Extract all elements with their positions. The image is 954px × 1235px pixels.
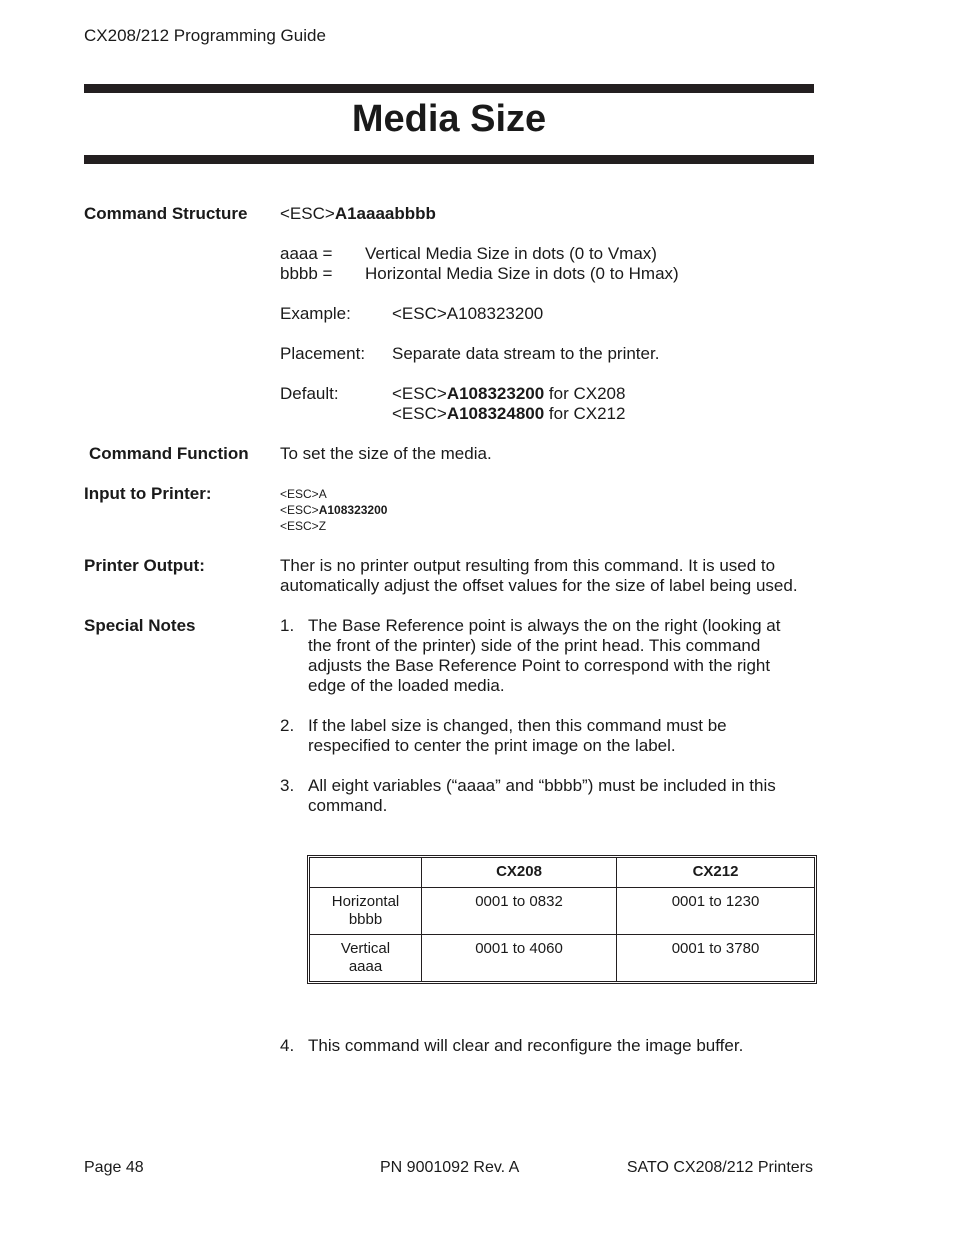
note-1-number: 1. (280, 616, 295, 635)
printer-output-line-2: automatically adjust the offset values for the size of label being used. (280, 576, 798, 595)
cell-vertical-cx208: 0001 to 4060 (422, 935, 617, 982)
cell-horizontal-cx208: 0001 to 0832 (422, 888, 617, 935)
note-3-number: 3. (280, 776, 295, 795)
table-row (310, 935, 815, 982)
placement-label: Placement: (280, 344, 366, 363)
input-line-2: <ESC>A108323200 (280, 503, 388, 517)
default-label: Default: (280, 384, 339, 403)
note-4-text: This command will clear and reconfigure the image buffer. (308, 1036, 744, 1055)
note-4-number: 4. (280, 1036, 295, 1055)
title-rule-bottom (84, 155, 814, 164)
command-function-label: Command Function (89, 444, 249, 463)
example-label: Example: (280, 304, 351, 323)
note-3-text: All eight variables (“aaaa” and “bbbb”) must be included in this command. (308, 776, 776, 815)
default-cx208: <ESC>A108323200 for CX208 (392, 384, 626, 403)
param-bbbb-desc: Horizontal Media Size in dots (0 to Hmax) (365, 264, 679, 283)
printer-output-label: Printer Output: (84, 556, 205, 575)
table-header-empty (310, 858, 422, 888)
table-header-cx208: CX208 (422, 858, 617, 888)
command-syntax: <ESC>A1aaaabbbb (280, 204, 436, 223)
printer-output-line-1: Ther is no printer output resulting from this command. It is used to (280, 556, 776, 575)
param-aaaa-name: aaaa = (280, 244, 333, 263)
note-1-text: The Base Reference point is always the on the right (looking at the front of the printer) side of the print head. This command adjusts the Base Reference Point to correspond with the right edge of the loaded media. (308, 616, 781, 695)
table-row (310, 888, 815, 935)
note-2-number: 2. (280, 716, 295, 735)
default-cx212: <ESC>A108324800 for CX212 (392, 404, 626, 423)
cell-vertical-cx212: 0001 to 3780 (617, 935, 815, 982)
param-aaaa-desc: Vertical Media Size in dots (0 to Vmax) (365, 244, 657, 263)
page-title: Media Size (351, 98, 547, 140)
input-line-3: <ESC>Z (280, 519, 327, 533)
table-header-cx212: CX212 (617, 858, 815, 888)
example-value: <ESC>A108323200 (392, 304, 544, 323)
media-size-table (307, 855, 817, 984)
command-structure-label: Command Structure (84, 204, 248, 223)
special-notes-label: Special Notes (84, 616, 196, 635)
footer-page-number: Page 48 (84, 1159, 144, 1176)
placement-value: Separate data stream to the printer. (392, 344, 660, 363)
note-2-text: If the label size is changed, then this command must be respecified to center the print image on the label. (308, 716, 727, 755)
param-bbbb-name: bbbb = (280, 264, 333, 283)
footer-product: SATO CX208/212 Printers (626, 1159, 813, 1176)
title-rule-top (84, 84, 814, 93)
input-to-printer-label: Input to Printer: (84, 484, 212, 503)
command-function-text: To set the size of the media. (280, 444, 492, 463)
table-header-row (310, 858, 815, 888)
input-line-1: <ESC>A (280, 487, 327, 501)
row-label-horizontal: Horizontal bbbb (310, 888, 422, 935)
cell-horizontal-cx212: 0001 to 1230 (617, 888, 815, 935)
running-header: CX208/212 Programming Guide (84, 26, 326, 45)
row-label-vertical: Vertical aaaa (310, 935, 422, 982)
footer-part-number: PN 9001092 Rev. A (380, 1159, 520, 1176)
